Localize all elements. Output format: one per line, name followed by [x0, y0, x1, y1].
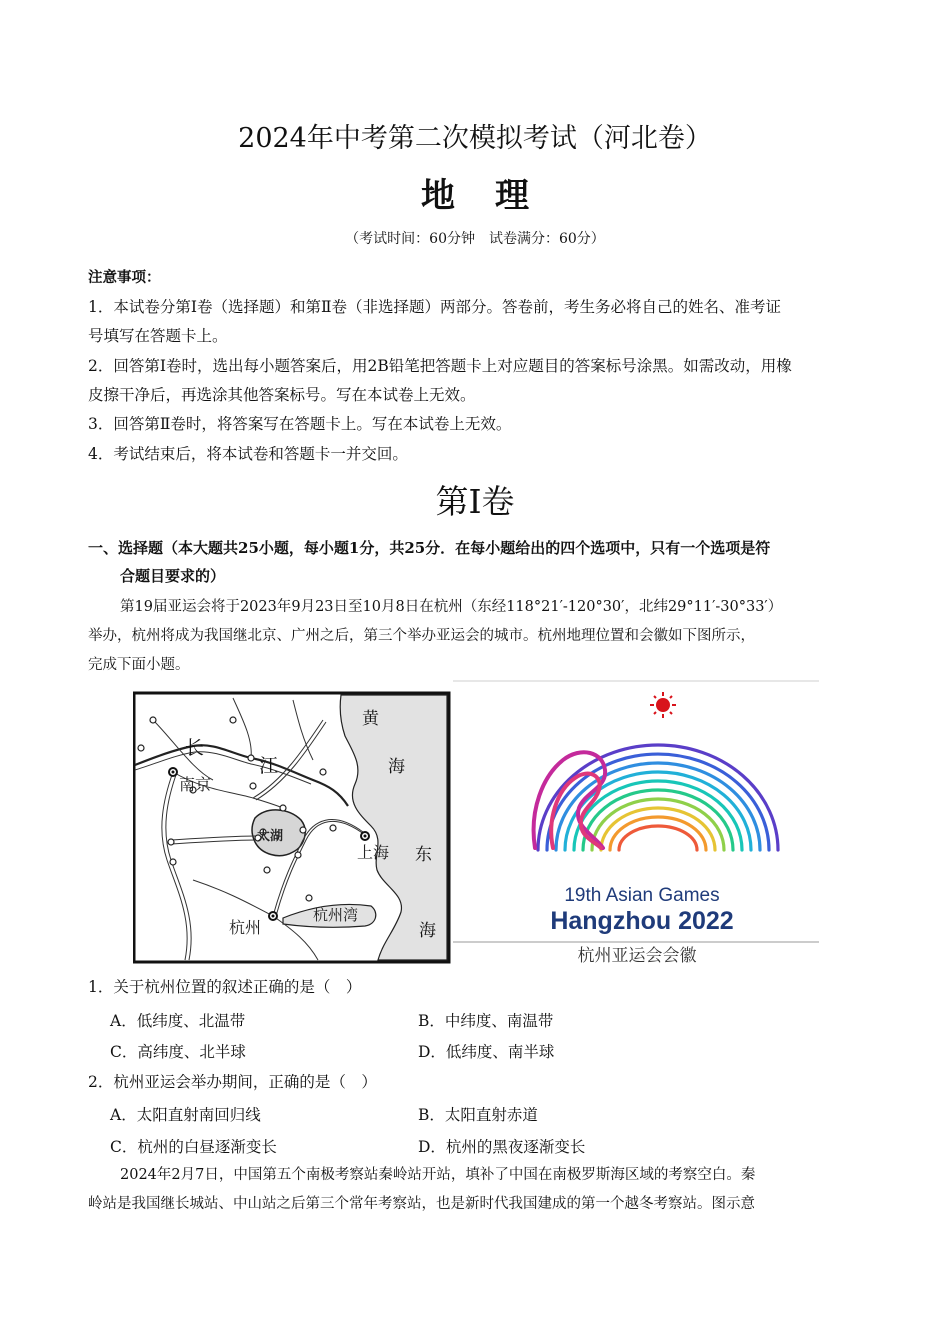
- map-label-nanjing: 南京: [179, 777, 212, 794]
- section-heading: 一、选择题（本大题共25小题，每小题1分，共25分．在每小题给出的四个选项中，只有一个选项是符: [88, 539, 771, 557]
- section-heading-cont: 合题目要求的）: [120, 567, 226, 585]
- map-label-chang: 长: [185, 738, 205, 759]
- question-1-option-c[interactable]: C．高纬度、北半球: [110, 1043, 246, 1061]
- figure-svg: [133, 680, 819, 970]
- notes-line: 4．考试结束后，将本试卷和答题卡一并交回。: [88, 445, 408, 463]
- map-label-huang: 黄: [362, 709, 379, 728]
- question-2-option-d[interactable]: D．杭州的黑夜逐渐变长: [418, 1138, 586, 1156]
- passage2-line: 岭站是我国继长城站、中山站之后第三个常年考察站，也是新时代我国建成的第一个越冬考察站。图示意: [88, 1196, 755, 1212]
- notes-line: 号填写在答题卡上。: [88, 327, 228, 345]
- map-label-hangzhouwan: 杭州湾: [313, 907, 359, 924]
- exam-meta: （考试时间：60分钟 试卷满分：60分）: [345, 231, 605, 247]
- notes-line: 皮擦干净后，再选涂其他答案标号。写在本试卷上无效。: [88, 386, 476, 404]
- notes-line: 3．回答第Ⅱ卷时，将答案写在答题卡上。写在本试卷上无效。: [88, 415, 512, 433]
- map-label-dong: 东: [415, 845, 432, 864]
- logo-text-line2: Hangzhou 2022: [550, 907, 734, 935]
- question-2-option-c[interactable]: C．杭州的白昼逐渐变长: [110, 1138, 277, 1156]
- logo-text-line1: 19th Asian Games: [564, 885, 720, 906]
- exam-title: 2024年中考第二次模拟考试（河北卷）: [238, 123, 712, 154]
- logo-caption: 杭州亚运会会徽: [577, 946, 697, 965]
- figure-map-and-logo: [133, 680, 819, 970]
- map-label-hai2: 海: [419, 921, 436, 940]
- sun-icon: [650, 692, 676, 718]
- passage-line: 第19届亚运会将于2023年9月23日至10月8日在杭州（东经118°21′-120°30′，北纬29°11′-30°33′）: [120, 599, 783, 615]
- question-1-option-d[interactable]: D．低纬度、南半球: [418, 1043, 555, 1061]
- map-label-taihu: 太湖: [257, 828, 284, 843]
- notes-line: 2．回答第Ⅰ卷时，选出每小题答案后，用2B铅笔把答题卡上对应题目的答案标号涂黑。如需改动，用橡: [88, 357, 792, 375]
- passage-line: 举办，杭州将成为我国继北京、广州之后，第三个举办亚运会的城市。杭州地理位置和会徽如下图所示，: [88, 628, 755, 644]
- volume-heading: 第Ⅰ卷: [435, 482, 515, 521]
- map-label-hai1: 海: [388, 757, 405, 776]
- question-1-option-a[interactable]: A．低纬度、北温带: [110, 1012, 246, 1030]
- question-2-option-b[interactable]: B．太阳直射赤道: [418, 1106, 538, 1124]
- question-2-stem: 2．杭州亚运会举办期间，正确的是（ ）: [88, 1073, 377, 1091]
- map-label-jiang: 江: [259, 756, 279, 777]
- notes-heading: 注意事项：: [88, 269, 161, 286]
- question-1-option-b[interactable]: B．中纬度、南温带: [418, 1012, 554, 1030]
- notes-line: 1．本试卷分第Ⅰ卷（选择题）和第Ⅱ卷（非选择题）两部分。答卷前，考生务必将自己的姓名、准考证: [88, 298, 782, 316]
- map-label-shanghai: 上海: [357, 845, 390, 862]
- subject-title: 地理: [421, 176, 569, 216]
- passage2-line: 2024年2月7日，中国第五个南极考察站秦岭站开站，填补了中国在南极罗斯海区域的考察空白。秦: [120, 1167, 756, 1183]
- hangzhou-location-map: [134, 693, 449, 962]
- question-2-option-a[interactable]: A．太阳直射南回归线: [110, 1106, 261, 1124]
- asian-games-logo: [453, 681, 819, 965]
- question-1-stem: 1．关于杭州位置的叙述正确的是（ ）: [88, 978, 362, 996]
- passage-line: 完成下面小题。: [88, 657, 190, 673]
- map-label-hangzhou: 杭州: [229, 920, 262, 937]
